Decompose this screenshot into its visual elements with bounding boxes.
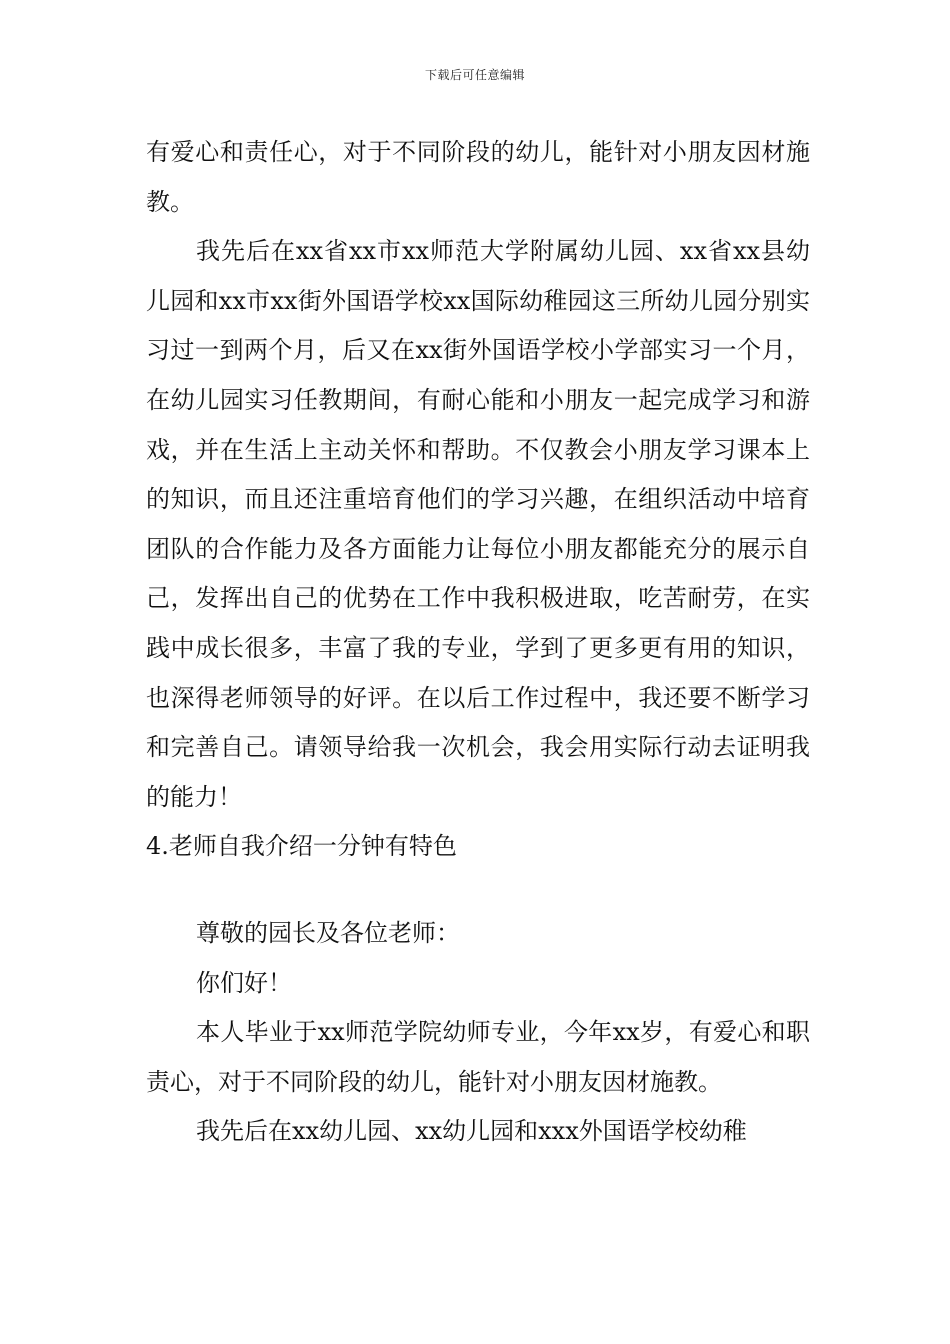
paragraph-internship-2: 我先后在xx幼儿园、xx幼儿园和xxx外国语学校幼稚 bbox=[196, 1117, 747, 1146]
document-body bbox=[146, 128, 810, 1157]
salutation: 尊敬的园长及各位老师： bbox=[196, 918, 460, 947]
spacer bbox=[146, 872, 810, 909]
paragraph-intro-continued: 有爱心和责任心，对于不同阶段的幼儿，能针对小朋友因材施教。 bbox=[146, 138, 810, 216]
paragraph-self-intro: 本人毕业于xx师范学院幼师专业，今年xx岁，有爱心和职责心，对于不同阶段的幼儿，能针对小朋友因材施教。 bbox=[146, 1018, 810, 1096]
greeting: 你们好！ bbox=[196, 968, 292, 997]
paragraph-internship: 我先后在xx省xx市xx师范大学附属幼儿园、xx省xx县幼儿园和xx市xx街外国语学校xx国际幼稚园这三所幼儿园分别实习过一到两个月，后又在xx街外国语学校小学部实习一个月，在幼儿园实习任教期间，有耐心能和小朋友一起完成学习和游戏，并在生活上主动关怀和帮助。不仅教会小朋友学习课本上的知识，而且还注重培育他们的学习兴趣，在组织活动中培育团队的合作能力及各方面能力让每位小朋友都能充分的展示自己，发挥出自己的优势在工作中我积极进取，吃苦耐劳，在实践中成长很多，丰富了我的专业，学到了更多更有用的知识，也深得老师领导的好评。在以后工作过程中，我还要不断学习和完善自己。请领导给我一次机会，我会用实际行动去证明我的能力！ bbox=[146, 237, 810, 811]
section-heading: 4.老师自我介绍一分钟有特色 bbox=[146, 832, 457, 861]
page-header-note: 下载后可任意编辑 bbox=[424, 68, 525, 82]
